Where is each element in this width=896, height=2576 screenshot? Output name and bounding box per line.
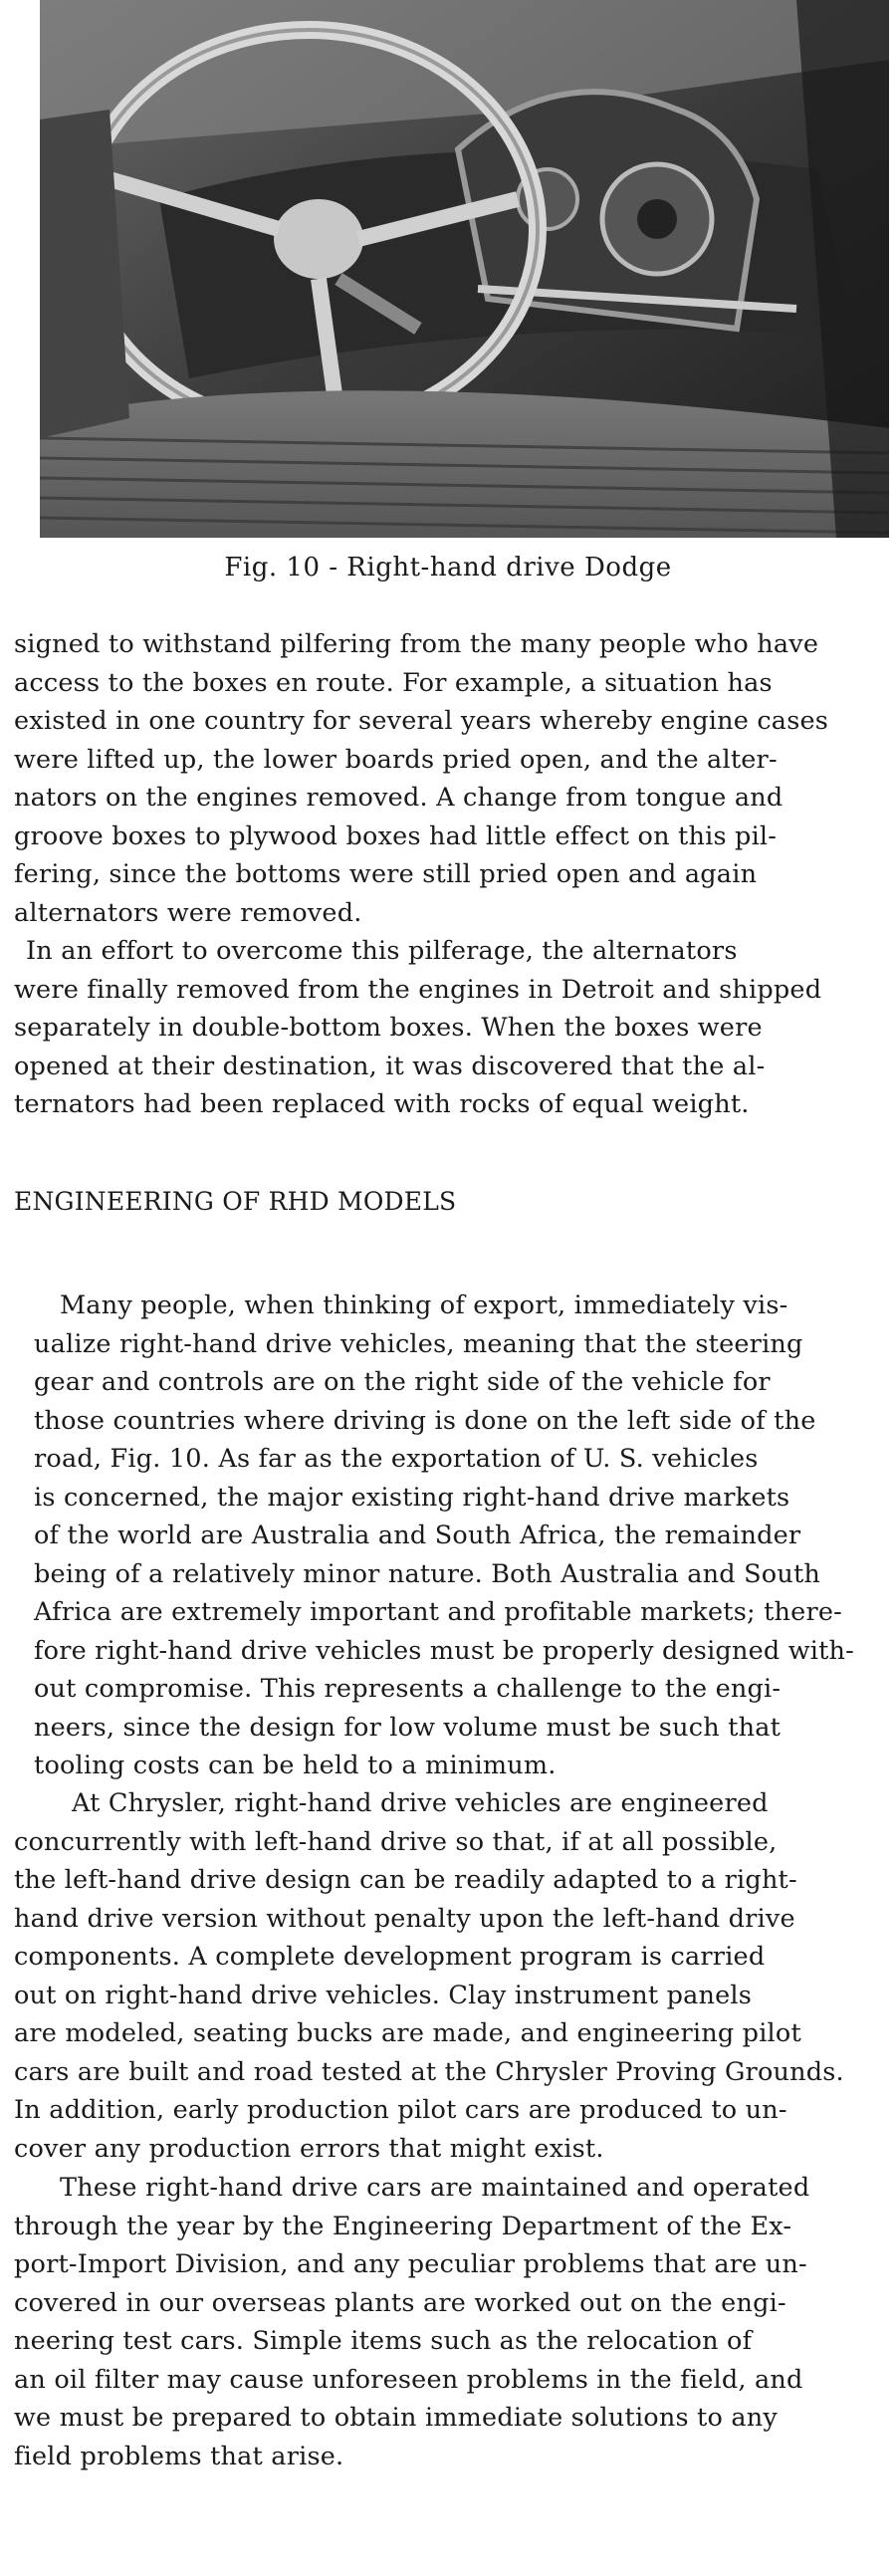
text-line: ternators had been replaced with rocks of equal weight. <box>14 1089 750 1119</box>
text-line: groove boxes to plywood boxes had little effect on this pil- <box>14 820 778 851</box>
text-line: signed to withstand pilfering from the many people who have <box>14 629 819 659</box>
paragraph-pilfering <box>14 625 890 932</box>
text-line: Many people, when thinking of export, immediately vis- <box>60 1290 788 1320</box>
paragraph-chrysler <box>14 1784 890 2168</box>
text-line: were finally removed from the engines in Detroit and shipped <box>14 974 822 1005</box>
text-line: access to the boxes en route. For example, a situation has <box>14 667 773 698</box>
text-line: covered in our overseas plants are worked out on the engi- <box>14 2287 786 2318</box>
text-line: are modeled, seating bucks are made, and engineering pilot <box>14 2018 801 2048</box>
text-line: concurrently with left-hand drive so that, if at all possible, <box>14 1826 778 1857</box>
text-line: Africa are extremely important and profitable markets; there- <box>34 1597 842 1627</box>
paragraph-alternators <box>14 932 890 1124</box>
text-line: These right-hand drive cars are maintained and operated <box>60 2173 810 2203</box>
text-line: road, Fig. 10. As far as the exportation of U. S. vehicles <box>34 1444 759 1474</box>
text-line: field problems that arise. <box>14 2441 344 2471</box>
text-line: components. A complete development program is carried <box>14 1942 766 1972</box>
text-line: an oil filter may cause unforeseen problems in the field, and <box>14 2364 803 2395</box>
text-line: neers, since the design for low volume must be such that <box>34 1712 782 1743</box>
text-line: In an effort to overcome this pilferage, the alternators <box>26 936 738 966</box>
text-line: of the world are Australia and South Africa, the remainder <box>34 1521 801 1550</box>
text-line: being of a relatively minor nature. Both Australia and South <box>34 1558 821 1589</box>
text-line: those countries where driving is done on the left side of the <box>34 1405 816 1436</box>
text-line: cover any production errors that might exist. <box>14 2133 604 2164</box>
figure-caption: Fig. 10 - Right-hand drive Dodge <box>224 553 672 583</box>
text-line: through the year by the Engineering Department of the Ex- <box>14 2211 792 2241</box>
text-line: the left-hand drive design can be readily adapted to a right- <box>14 1865 797 1895</box>
text-line: At Chrysler, right-hand drive vehicles are engineered <box>72 1788 769 1818</box>
text-line: opened at their destination, it was discovered that the al- <box>14 1051 766 1081</box>
text-line: hand drive version without penalty upon the left-hand drive <box>14 1903 795 1934</box>
text-line: out compromise. This represents a challenge to the engi- <box>34 1674 782 1704</box>
text-line: alternators were removed. <box>14 897 362 928</box>
paragraph-test-cars <box>14 2169 890 2475</box>
text-line: ualize right-hand drive vehicles, meaning that the steering <box>34 1328 803 1359</box>
dashboard-photo-icon <box>40 0 889 538</box>
text-line: port-Import Division, and any peculiar problems that are un- <box>14 2249 807 2279</box>
text-line: gear and controls are on the right side of the vehicle for <box>34 1367 771 1397</box>
text-line: cars are built and road tested at the Chrysler Proving Grounds. <box>14 2056 844 2087</box>
text-line: fore right-hand drive vehicles must be properly designed with- <box>34 1635 854 1666</box>
text-line: we must be prepared to obtain immediate solutions to any <box>14 2403 778 2433</box>
text-line: In addition, early production pilot cars are produced to un- <box>14 2095 787 2125</box>
paragraph-rhd-markets <box>14 1287 890 1785</box>
text-line: is concerned, the major existing right-hand drive markets <box>34 1482 790 1513</box>
text-line: neering test cars. Simple items such as the relocation of <box>14 2326 753 2356</box>
text-line: tooling costs can be held to a minimum. <box>34 1751 557 1780</box>
text-line: fering, since the bottoms were still pried open and again <box>14 859 758 889</box>
text-line: out on right-hand drive vehicles. Clay instrument panels <box>14 1980 753 2010</box>
text-line: were lifted up, the lower boards pried open, and the alter- <box>14 744 778 775</box>
text-line: existed in one country for several years whereby engine cases <box>14 706 829 736</box>
text-line: separately in double-bottom boxes. When the boxes were <box>14 1013 763 1043</box>
dashboard-photo <box>40 0 889 538</box>
section-heading: ENGINEERING OF RHD MODELS <box>14 1187 457 1216</box>
text-line: nators on the engines removed. A change from tongue and <box>14 783 784 813</box>
